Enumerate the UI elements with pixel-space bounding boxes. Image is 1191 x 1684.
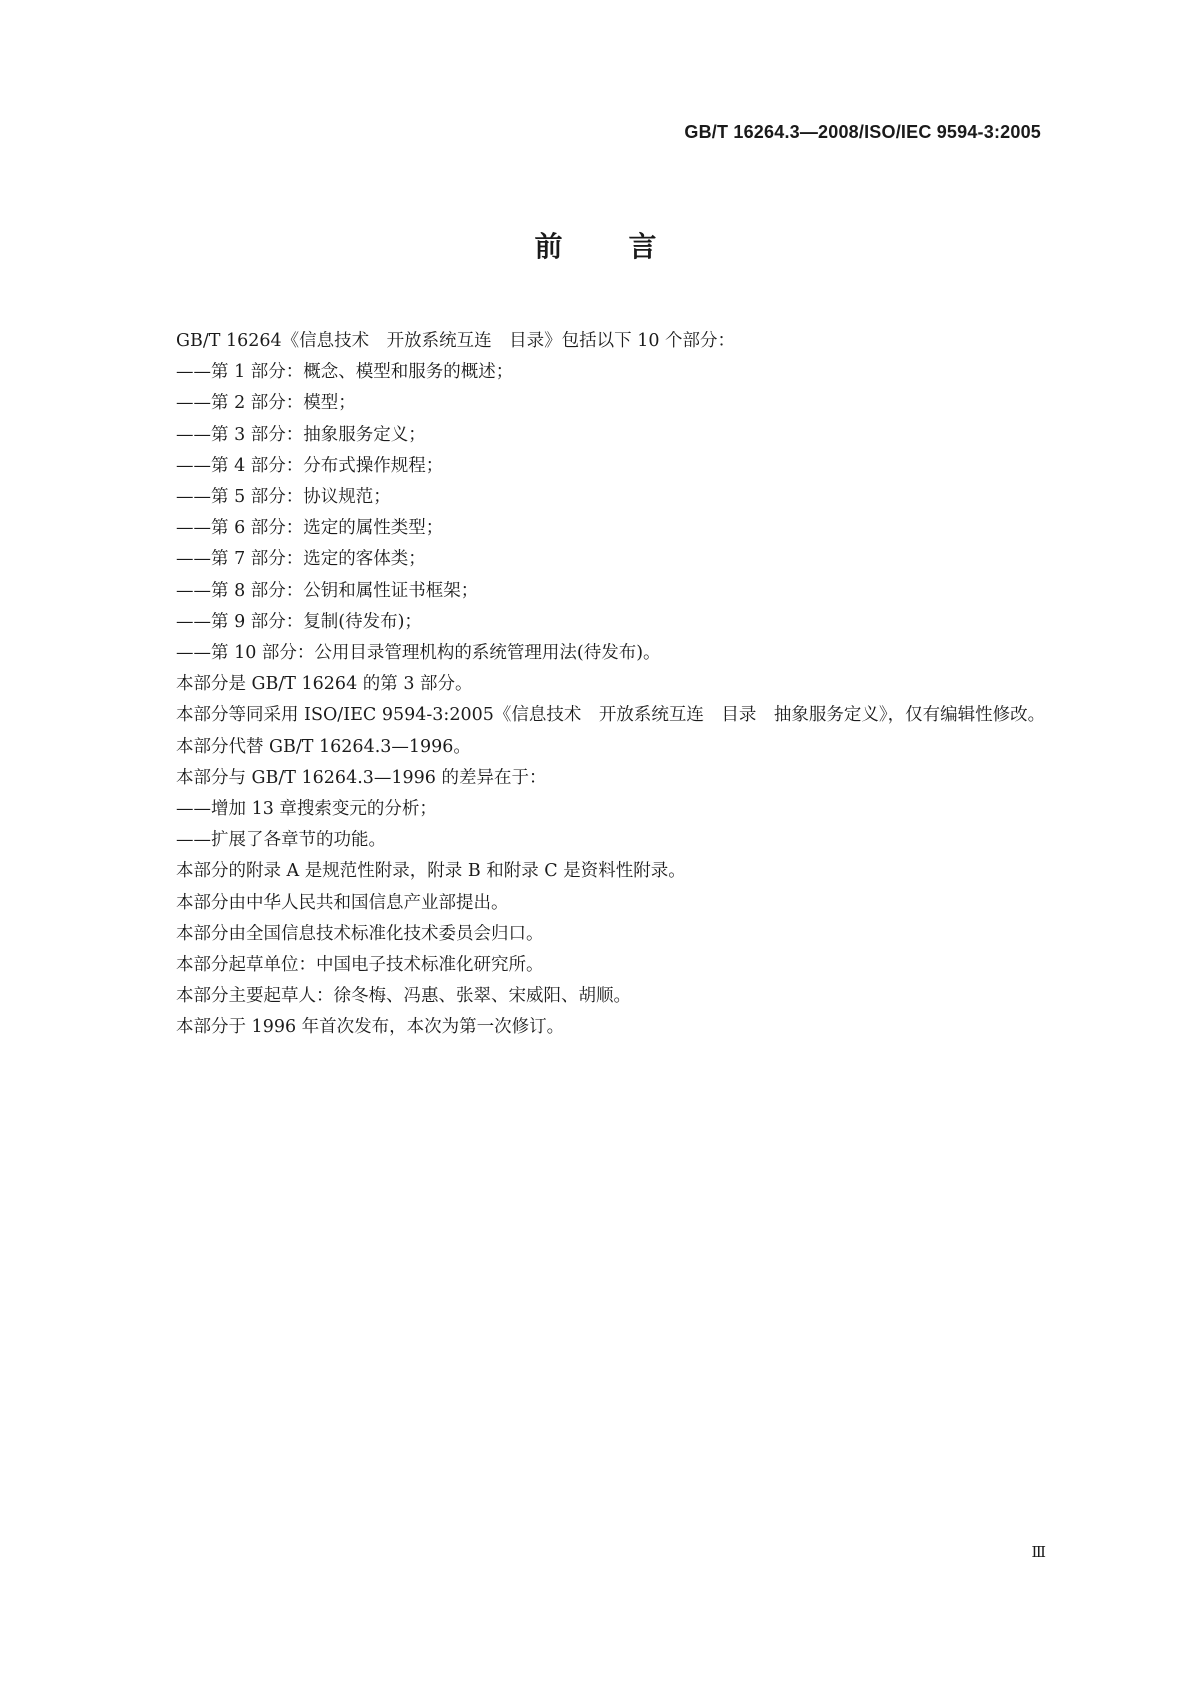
- paragraph-proposed-by: 本部分由中华人民共和国信息产业部提出。: [176, 892, 509, 913]
- list-item-part-8: ——第 8 部分：公钥和属性证书框架；: [176, 580, 479, 601]
- list-item-part-7: ——第 7 部分：选定的客体类；: [176, 549, 426, 570]
- paragraph-adoption: 本部分等同采用 ISO/IEC 9594-3:2005《信息技术 开放系统互连 目录 抽象服务定义》，仅有编辑性修改。: [176, 705, 1046, 726]
- paragraph-part-statement: 本部分是 GB/T 16264 的第 3 部分。: [176, 674, 473, 695]
- paragraph-drafting-unit: 本部分起草单位：中国电子技术标准化研究所。: [176, 955, 544, 976]
- paragraph-intro: GB/T 16264《信息技术 开放系统互连 目录》包括以下 10 个部分：: [176, 331, 736, 351]
- list-item-part-1: ——第 1 部分：概念、模型和服务的概述；: [176, 362, 514, 383]
- page-title: 前言: [534, 230, 723, 263]
- list-item-part-3: ——第 3 部分：抽象服务定义；: [176, 424, 426, 445]
- standard-number: GB/T 16264.3—2008/ISO/IEC 9594-3:2005: [684, 122, 1041, 142]
- list-item-part-4: ——第 4 部分：分布式操作规程；: [176, 455, 444, 476]
- paragraph-annexes: 本部分的附录 A 是规范性附录，附录 B 和附录 C 是资料性附录。: [176, 861, 686, 882]
- list-item-part-10: ——第 10 部分：公用目录管理机构的系统管理用法(待发布)。: [176, 643, 661, 664]
- list-item-part-2: ——第 2 部分：模型；: [176, 393, 356, 414]
- list-item-part-9: ——第 9 部分：复制(待发布)；: [176, 611, 422, 632]
- list-item-part-5: ——第 5 部分：协议规范；: [176, 487, 391, 508]
- foreword-body: [136, 326, 1066, 1044]
- paragraph-centralized-by: 本部分由全国信息技术标准化技术委员会归口。: [176, 923, 544, 944]
- paragraph-replaces: 本部分代替 GB/T 16264.3—1996。: [176, 736, 471, 757]
- list-item-part-6: ——第 6 部分：选定的属性类型；: [176, 518, 444, 539]
- paragraph-drafters: 本部分主要起草人：徐冬梅、冯惠、张翠、宋威阳、胡顺。: [176, 986, 631, 1007]
- page-number: Ⅲ: [1031, 1543, 1046, 1561]
- paragraph-history: 本部分于 1996 年首次发布，本次为第一次修订。: [176, 1017, 565, 1038]
- paragraph-differences: 本部分与 GB/T 16264.3—1996 的差异在于：: [176, 767, 547, 788]
- list-item-difference-1: ——增加 13 章搜索变元的分析；: [176, 799, 437, 820]
- list-item-difference-2: ——扩展了各章节的功能。: [176, 830, 386, 851]
